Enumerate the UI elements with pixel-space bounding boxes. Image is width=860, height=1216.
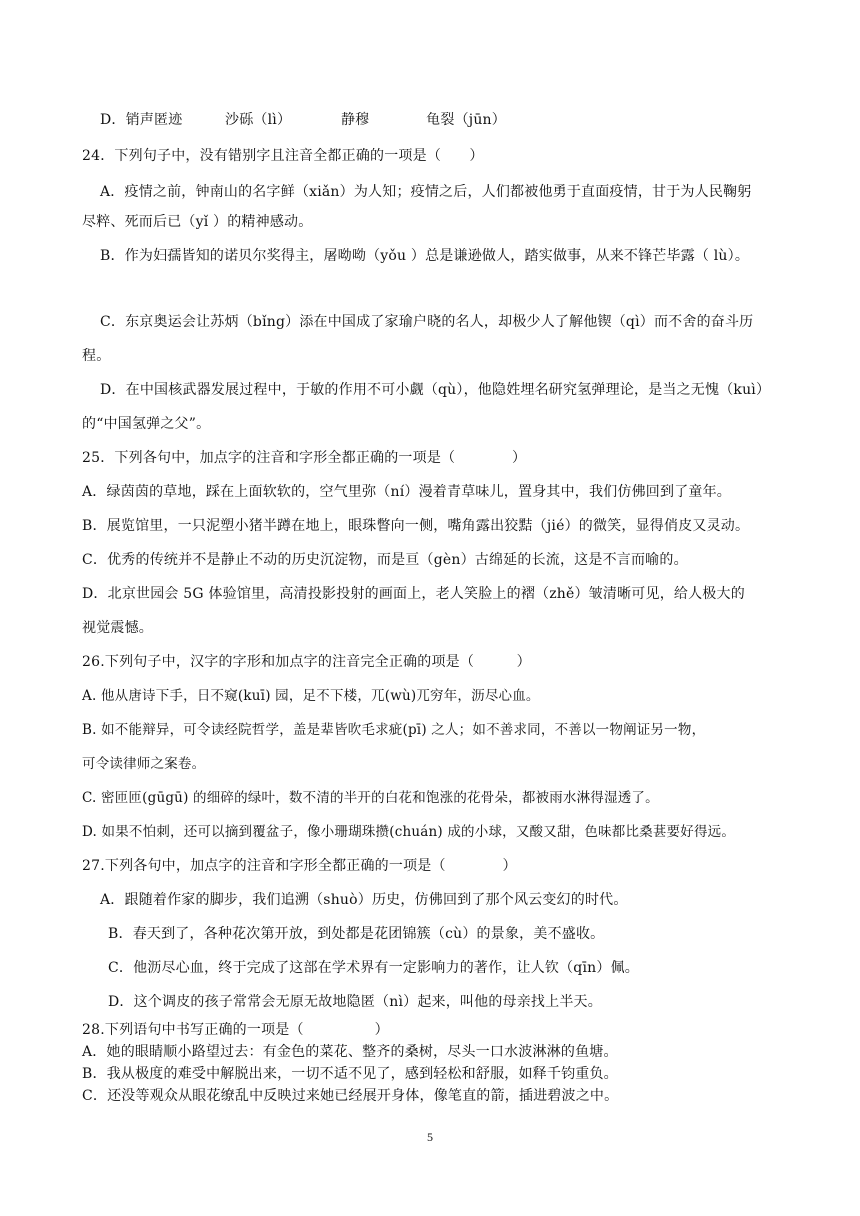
q24-stem: 24．下列句子中，没有错别字且注音全都正确的一项是（ ）	[82, 148, 484, 164]
q25-option-d: D．北京世园会 5G 体验馆里，高清投影投射的画面上，老人笑脸上的褶（zhě）皱清晰可见，给人极大的	[82, 586, 745, 602]
q25-option-d-cont: 视觉震憾。	[82, 620, 153, 636]
q28-option-b: B．我从极度的难受中解脱出来，一切不适不见了，感到轻松和舒服，如释千钧重负。	[82, 1066, 618, 1082]
q24-option-a-cont: 尽粹、死而后已（yǐ ）的精神感动。	[82, 214, 313, 230]
q28-option-a: A．她的眼睛顺小路望过去：有金色的菜花、整齐的桑树，尽头一口水波淋淋的鱼塘。	[82, 1044, 618, 1060]
q26-option-a: A. 他从唐诗下手，日不窥(kuī) 园，足不下楼，兀(wù)兀穷年，沥尽心血。	[82, 688, 540, 704]
q24-option-c-cont: 程。	[82, 348, 111, 364]
q24-option-b: B．作为妇孺皆知的诺贝尔奖得主，屠呦呦（yǒu ）总是谦逊做人，踏实做事，从来不锋芒毕露（ lù）。	[100, 248, 750, 264]
q24-option-a: A．疫情之前，钟南山的名字鲜（xiǎn）为人知；疫情之后，人们都被他勇于直面疫情，甘于为人民鞠躬	[100, 184, 752, 200]
q27-option-d: D．这个调皮的孩子常常会无原无故地隐匿（nì）起来，叫他的母亲找上半天。	[108, 994, 602, 1010]
q25-option-a: A．绿茵茵的草地，踩在上面软软的，空气里弥（ní）漫着青草味儿，置身其中，我们仿佛回到了童年。	[82, 484, 732, 500]
page-number: 5	[427, 1130, 433, 1144]
q27-option-c: C．他沥尽心血，终于完成了这部在学术界有一定影响力的著作，让人钦（qīn）佩。	[108, 960, 639, 976]
q24-option-d: D．在中国核武器发展过程中，于敏的作用不可小觑（qù），他隐姓埋名研究氢弹理论，是当之无愧（kuì）	[100, 382, 771, 398]
q25-option-c: C．优秀的传统并不是静止不动的历史沉淀物，而是亘（gèn）古绵延的长流，这是不言而喻的。	[82, 552, 688, 568]
q26-option-d: D. 如果不怕刺，还可以摘到覆盆子，像小珊瑚珠攒(chuán) 成的小球，又酸又甜，色味都比桑葚要好得远。	[82, 824, 736, 840]
q28-option-c: C．还没等观众从眼花缭乱中反映过来她已经展开身体，像笔直的箭，插进碧波之中。	[82, 1088, 619, 1104]
q26-option-b-cont: 可令读律师之案卷。	[82, 756, 206, 772]
q27-stem: 27.下列各句中，加点字的注音和字形全都正确的一项是（ ）	[82, 858, 517, 874]
q26-stem: 26.下列句子中，汉字的字形和加点字的注音完全正确的项是（ ）	[82, 654, 531, 670]
q27-option-a: A．跟随着作家的脚步，我们追溯（shuò）历史，仿佛回到了那个风云变幻的时代。	[100, 892, 628, 908]
q23-option-d: D．销声匿迹 沙砾（lì） 静穆 龟裂（jūn）	[100, 112, 506, 128]
q25-stem: 25．下列各句中，加点字的注音和字形全都正确的一项是（ ）	[82, 450, 527, 466]
q26-option-b: B. 如不能辩异，可令读经院哲学，盖是辈皆吹毛求疵(pī) 之人；如不善求同，不善以一物阐证另一物，	[82, 722, 706, 738]
q24-option-d-cont: 的“中国氢弹之父”。	[82, 416, 211, 432]
q28-stem: 28.下列语句中书写正确的一项是（ ）	[82, 1022, 389, 1038]
q27-option-b: B．春天到了，各种花次第开放，到处都是花团锦簇（cù）的景象，美不盛收。	[108, 926, 605, 942]
q25-option-b: B．展览馆里，一只泥塑小猪半蹲在地上，眼珠瞥向一侧，嘴角露出狡黠（jié）的微笑，显得俏皮又灵动。	[82, 518, 750, 534]
q24-option-c: C．东京奥运会让苏炳（bǐng）添在中国成了家瑜户晓的名人，却极少人了解他锲（qì）而不舍的奋斗历	[100, 314, 754, 330]
q26-option-c: C. 密匝匝(gūgū) 的细碎的绿叶，数不清的半开的白花和饱涨的花骨朵，都被雨水淋得湿透了。	[82, 790, 659, 806]
